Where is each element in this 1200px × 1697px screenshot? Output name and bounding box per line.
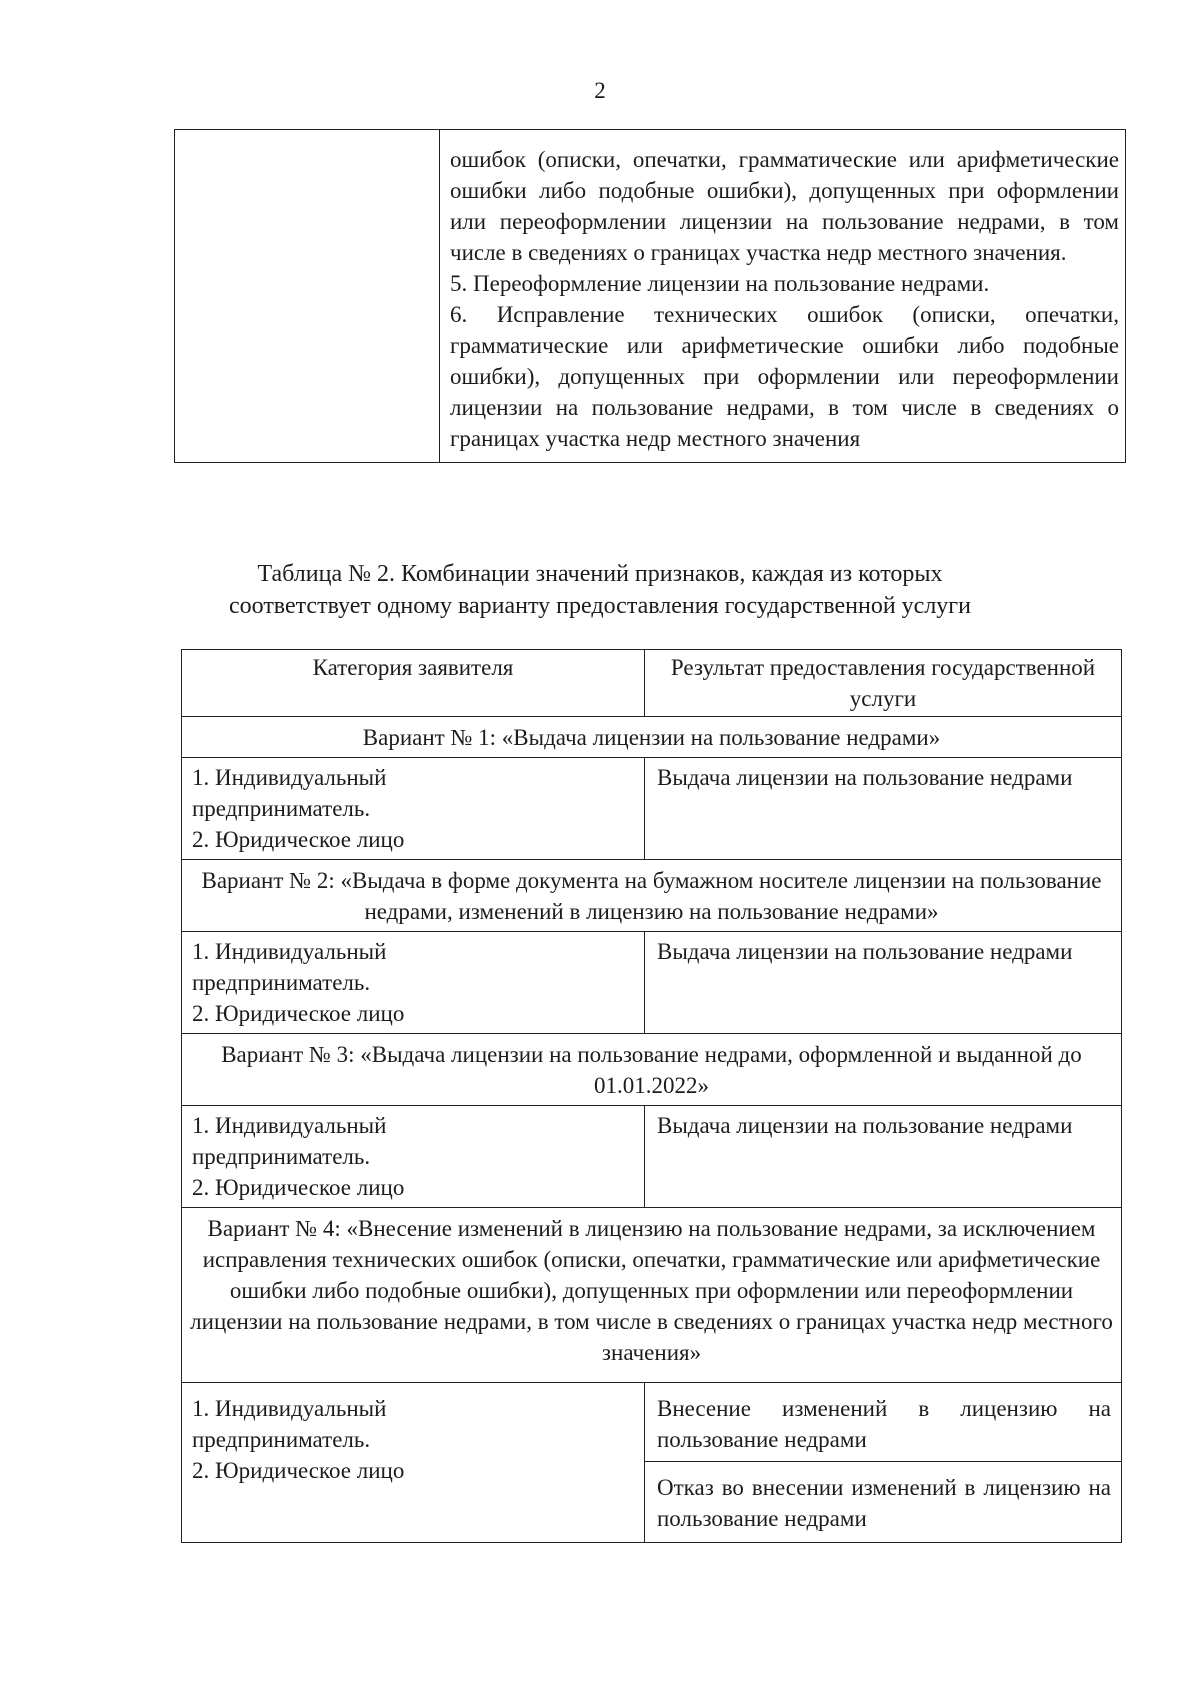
applicant-line: 1. Индивидуальный [192, 1113, 387, 1138]
table-2-caption [0, 558, 1200, 622]
applicant-line: 1. Индивидуальный [192, 1396, 387, 1421]
applicant-line: предприниматель. [192, 796, 371, 821]
variant-3-title: Вариант № 3: «Выдача лицензии на пользование недрами, оформленной и выданной до 01.01.2022» [182, 1034, 1122, 1106]
variant-1-applicants [182, 758, 645, 860]
applicant-line: 2. Юридическое лицо [192, 827, 405, 852]
header-applicant-category: Категория заявителя [182, 650, 645, 717]
variant-4-applicants [182, 1383, 645, 1543]
variant-2-applicants [182, 932, 645, 1034]
variant-3-result: Выдача лицензии на пользование недрами [645, 1106, 1122, 1208]
variant-1-title: Вариант № 1: «Выдача лицензии на пользование недрами» [182, 717, 1122, 758]
variant-3-applicants [182, 1106, 645, 1208]
applicant-line: 2. Юридическое лицо [192, 1175, 405, 1200]
table-row [175, 130, 1126, 463]
variant-2-result: Выдача лицензии на пользование недрами [645, 932, 1122, 1034]
paragraph-item-5: 5. Переоформление лицензии на пользование недрами. [450, 271, 990, 296]
variant-title-row [182, 1034, 1122, 1106]
variant-4-result: Внесение изменений в лицензию на пользование недрами [645, 1383, 1122, 1462]
applicant-line: 1. Индивидуальный [192, 765, 387, 790]
applicant-line: 2. Юридическое лицо [192, 1458, 405, 1483]
service-results-cell [440, 130, 1126, 463]
caption-line-2: соответствует одному варианту предоставления государственной услуги [228, 593, 971, 619]
variant-2-title: Вариант № 2: «Выдача в форме документа на бумажном носителе лицензии на пользование недрами, изменений в лицензию на пользование недрами» [182, 860, 1122, 932]
page-number: 2 [594, 78, 606, 103]
variant-4-refusal-result: Отказ во внесении изменений в лицензию на пользование недрами [645, 1462, 1122, 1543]
paragraph-item-6: 6. Исправление технических ошибок (описки, опечатки, грамматические или арифметические ошибки либо подобные ошибки), допущенных при оформлении или переоформлении лицензии на пользование недрами, в том числе в сведениях о границах участка недр местного значения [450, 302, 1119, 451]
applicant-line: 1. Индивидуальный [192, 939, 387, 964]
table-row [182, 758, 1122, 860]
variant-4-title: Вариант № 4: «Внесение изменений в лицензию на пользование недрами, за исключением исправления технических ошибок (описки, опечатки, грамматические или арифметические ошибки либо подобные ошибки), допущенных при оформлении или переоформлении лицензии на пользование недрами, в том числе в сведениях о границах участка недр местного значения» [182, 1208, 1122, 1383]
variant-1-result: Выдача лицензии на пользование недрами [645, 758, 1122, 860]
paragraph-errors: ошибок (описки, опечатки, грамматические или арифметические ошибки либо подобные ошибки), допущенных при оформлении или переоформлении лицензии на пользование недрами, в том числе в сведениях о границах участка недр местного значения. [450, 147, 1119, 265]
table-row [182, 1383, 1122, 1462]
table-row [182, 932, 1122, 1034]
empty-left-cell [175, 130, 440, 463]
variant-title-row [182, 1208, 1122, 1383]
applicant-line: 2. Юридическое лицо [192, 1001, 405, 1026]
continuation-table [174, 129, 1126, 463]
table-row [182, 1106, 1122, 1208]
caption-line-1: Таблица № 2. Комбинации значений признаков, каждая из которых [257, 561, 943, 587]
applicant-line: предприниматель. [192, 970, 371, 995]
applicant-line: предприниматель. [192, 1144, 371, 1169]
variant-title-row [182, 717, 1122, 758]
variant-title-row [182, 860, 1122, 932]
applicant-line: предприниматель. [192, 1427, 371, 1452]
variants-table [181, 649, 1122, 1543]
header-row [182, 650, 1122, 717]
header-service-result: Результат предоставления государственной услуги [645, 650, 1122, 717]
